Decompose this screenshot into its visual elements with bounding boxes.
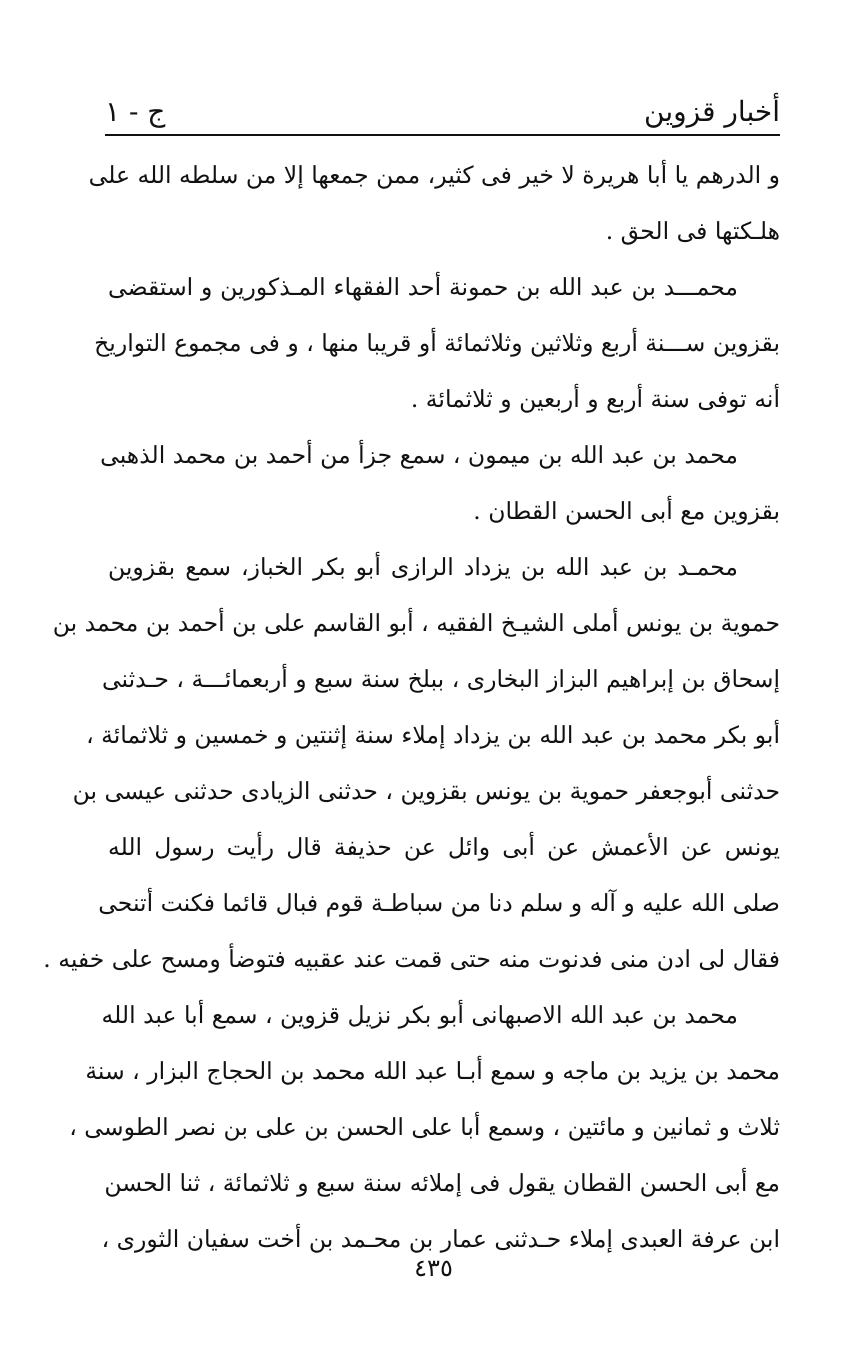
book-title: أخبار قزوين [644,95,780,128]
text-line: و الدرهم يا أبا هريرة لا خير فى كثير، ممن جمعها إلا من سلطه الله على [88,161,780,189]
text-line: إسحاق بن إبراهيم البزاز البخارى ، ببلخ سنة سبع و أربعمائـــة ، حـدثنى [101,665,780,693]
header-rule [105,134,780,136]
page-number: ٤٣٥ [414,1254,453,1282]
text-line: حدثنى أبوجعفر حموية بن يونس بقزوين ، حدثنى الزيادى حدثنى عيسى بن [72,777,780,805]
text-line: محمد بن يزيد بن ماجه و سمع أبـا عبد الله محمد بن الحجاج البزار ، سنة [85,1057,780,1085]
text-line: ثلاث و ثمانين و مائتين ، وسمع أبا على الحسن بن على بن نصر الطوسى ، [69,1113,780,1141]
body-text [43,150,780,1270]
text-line: يونس عن الأعمش عن أبى وائل عن حذيفة قال رأيت رسول الله [108,833,780,861]
text-line: بقزوين ســـنة أربع وثلاثين وثلاثمائة أو قريبا منها ، و فى مجموع التواريخ [94,329,780,357]
text-line: صلى الله عليه و آله و سلم دنا من سباطـة قوم فبال قائما فكنت أتنحى [98,889,780,917]
text-line: ابن عرفة العبدى إملاء حـدثنى عمار بن محـمد بن أخت سفيان الثورى ، [101,1225,780,1253]
text-line: بقزوين مع أبى الحسن القطان . [473,497,780,525]
text-line: أبو بكر محمد بن عبد الله بن يزداد إملاء سنة إثنتين و خمسين و ثلاثمائة ، [86,721,780,749]
entry-heading-line: محمد بن عبد الله بن ميمون ، سمع جزأ من أحمد بن محمد الذهبى [100,441,738,469]
entry-heading-line: محمد بن عبد الله الاصبهانى أبو بكر نزيل قزوين ، سمع أبا عبد الله [101,1001,738,1029]
text-line: مع أبى الحسن القطان يقول فى إملائه سنة سبع و ثلاثمائة ، ثنا الحسن [104,1169,780,1197]
entry-heading-line: محمـــد بن عبد الله بن حمونة أحد الفقهاء المـذكورين و استقضى [108,273,738,301]
entry-heading-line: محمـد بن عبد الله بن يزداد الرازى أبو بكر الخباز، سمع بقزوين [108,553,738,581]
text-line: أنه توفى سنة أربع و أربعين و ثلاثمائة . [410,385,780,413]
text-line: فقال لى ادن منى فدنوت منه حتى قمت عند عقبيه فتوضأ ومسح على خفيه . [43,945,780,973]
text-line: حموية بن يونس أملى الشيـخ الفقيه ، أبو القاسم على بن أحمد بن محمد بن [52,609,780,637]
text-line: هلـكتها فى الحق . [605,217,780,245]
running-head [105,92,780,140]
volume-number: ج - ١ [105,95,166,128]
